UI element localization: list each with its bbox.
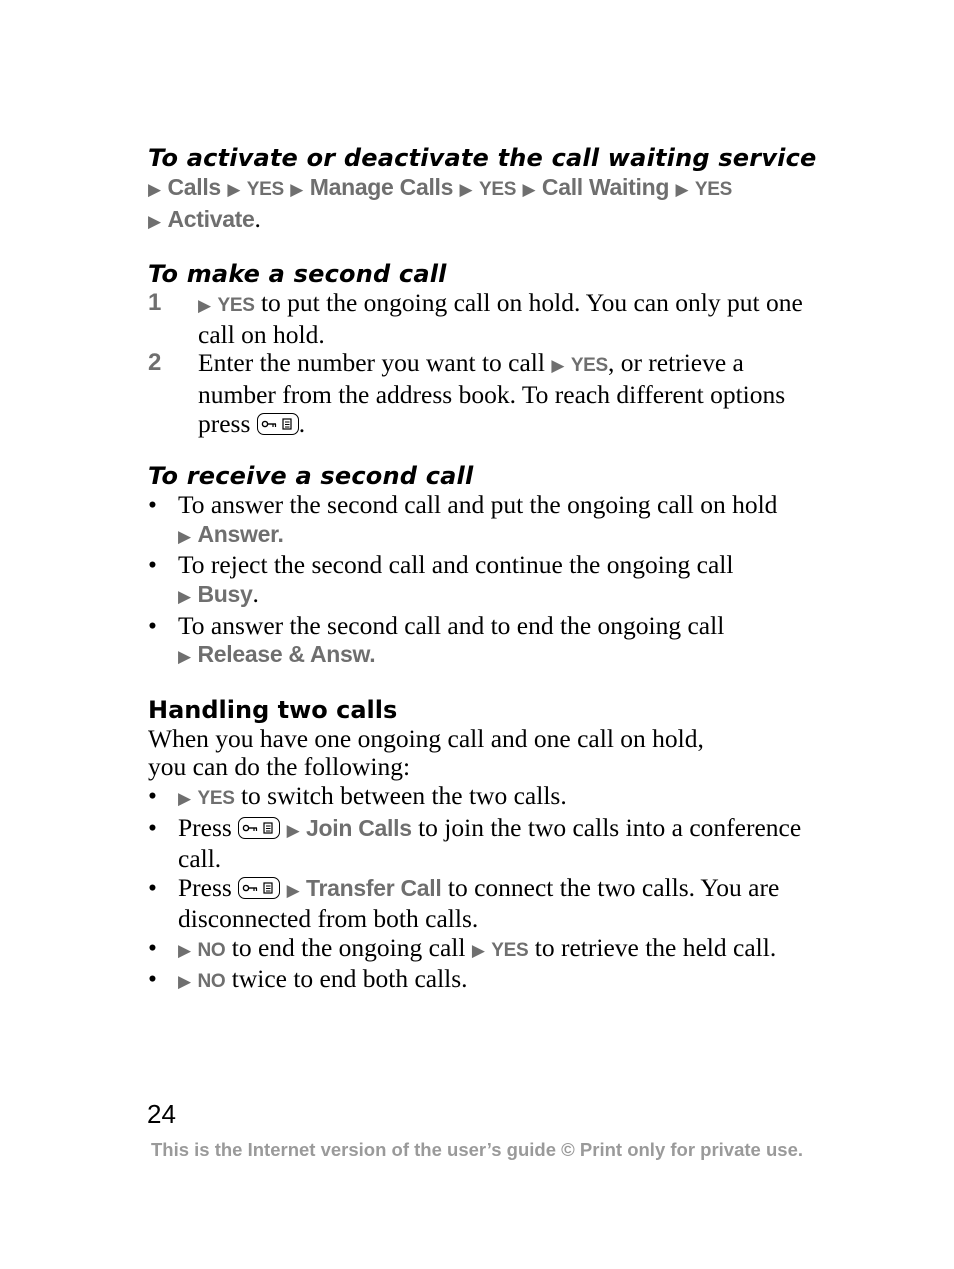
list-item — [148, 491, 828, 551]
right-triangle-icon: ▶ — [178, 940, 192, 961]
right-triangle-icon: ▶ — [290, 180, 304, 200]
right-triangle-icon: ▶ — [178, 647, 192, 668]
page-content — [148, 144, 828, 1011]
right-triangle-icon: ▶ — [551, 356, 565, 377]
item-text: To answer the second call and put the ongoing call on hold — [178, 490, 778, 520]
key-no: NO — [197, 971, 226, 993]
key-yes: YES — [478, 179, 517, 200]
right-triangle-icon: ▶ — [178, 586, 192, 607]
step-list — [148, 289, 828, 438]
right-triangle-icon: ▶ — [148, 180, 162, 200]
right-triangle-icon: ▶ — [178, 526, 192, 547]
bullet: • — [148, 812, 157, 842]
list-item — [148, 934, 828, 966]
punctuation: . — [254, 203, 261, 233]
item-text: To reject the second call and continue the ongoing call — [178, 550, 734, 580]
step-text: , or retrieve a number from the address book. To reach different options press — [198, 348, 786, 438]
key-yes: YES — [491, 939, 529, 961]
bullet: • — [148, 964, 157, 994]
list-item — [148, 551, 828, 611]
right-triangle-icon: ▶ — [227, 180, 241, 200]
bullet: • — [148, 780, 157, 810]
heading-handling-two-calls: Handling two calls — [148, 695, 398, 724]
menu-join-calls: Join Calls — [306, 814, 412, 841]
item-text: To answer the second call and to end the ongoing call — [178, 610, 725, 640]
item-text: Press — [178, 872, 232, 902]
key-yes: YES — [197, 787, 235, 809]
heading-make-second-call: To make a second call — [148, 260, 447, 289]
menu-answer: Answer. — [197, 520, 284, 547]
right-triangle-icon: ▶ — [459, 180, 473, 200]
list-item — [148, 612, 828, 672]
list-item — [148, 874, 828, 934]
step-text: to put the ongoing call on hold. You can only put one call on hold. — [198, 288, 803, 349]
item-text: twice to end both calls. — [231, 964, 468, 994]
step-1 — [148, 289, 828, 349]
menu-transfer-call: Transfer Call — [306, 874, 442, 901]
page-number: 24 — [147, 1099, 176, 1129]
key-yes: YES — [570, 355, 608, 377]
menu-calls: Calls — [167, 174, 221, 200]
punctuation: . — [298, 408, 306, 438]
heading-call-waiting: To activate or deactivate the call waiting service — [148, 144, 817, 172]
item-text: to switch between the two calls. — [240, 780, 567, 810]
right-triangle-icon: ▶ — [148, 211, 162, 232]
menu-path — [148, 173, 828, 236]
item-text: to end the ongoing call — [231, 932, 466, 962]
intro-text: When you have one ongoing call and one call on hold, you can do the following: — [148, 723, 704, 782]
right-triangle-icon: ▶ — [286, 820, 300, 841]
list-item — [148, 965, 828, 997]
key-no: NO — [197, 939, 226, 961]
section-make-second-call — [148, 260, 828, 438]
key-yes: YES — [694, 179, 733, 200]
right-triangle-icon: ▶ — [286, 880, 300, 901]
bullet: • — [148, 490, 157, 520]
receive-list — [148, 491, 828, 672]
step-number: 2 — [148, 349, 162, 377]
right-triangle-icon: ▶ — [178, 972, 192, 993]
right-triangle-icon: ▶ — [522, 180, 536, 200]
menu-manage-calls: Manage Calls — [309, 174, 454, 200]
right-triangle-icon: ▶ — [198, 296, 212, 317]
footer-notice: This is the Internet version of the user’s guide © Print only for private use. — [150, 1139, 803, 1160]
menu-release-answer: Release & Answ. — [197, 641, 376, 668]
section-receive-second-call — [148, 462, 828, 672]
bullet: • — [148, 610, 157, 640]
bullet: • — [148, 932, 157, 962]
punctuation: . — [252, 578, 259, 608]
options-key-icon — [238, 817, 280, 839]
section-handling-two-calls — [148, 696, 828, 997]
section-call-waiting — [148, 144, 828, 236]
list-item — [148, 814, 828, 874]
options-key-icon — [238, 877, 280, 899]
bullet: • — [148, 872, 157, 902]
handling-list — [148, 782, 828, 997]
bullet: • — [148, 550, 157, 580]
menu-call-waiting: Call Waiting — [541, 174, 670, 200]
key-yes: YES — [246, 179, 284, 200]
item-text: Press — [178, 812, 232, 842]
right-triangle-icon: ▶ — [675, 180, 689, 200]
key-yes: YES — [217, 295, 255, 317]
item-text: to join the two calls into a conference call. — [178, 812, 802, 874]
step-text: Enter the number you want to call — [198, 348, 545, 378]
step-2 — [148, 349, 828, 438]
item-text: to retrieve the held call. — [534, 932, 777, 962]
options-key-icon — [257, 413, 299, 435]
heading-receive-second-call: To receive a second call — [148, 462, 474, 491]
item-text: to connect the two calls. You are disconnected from both calls. — [178, 872, 780, 934]
right-triangle-icon: ▶ — [178, 788, 192, 809]
menu-busy: Busy — [197, 580, 253, 607]
list-item — [148, 782, 828, 814]
step-number: 1 — [148, 289, 162, 317]
right-triangle-icon: ▶ — [471, 940, 485, 961]
menu-activate: Activate — [167, 205, 255, 232]
